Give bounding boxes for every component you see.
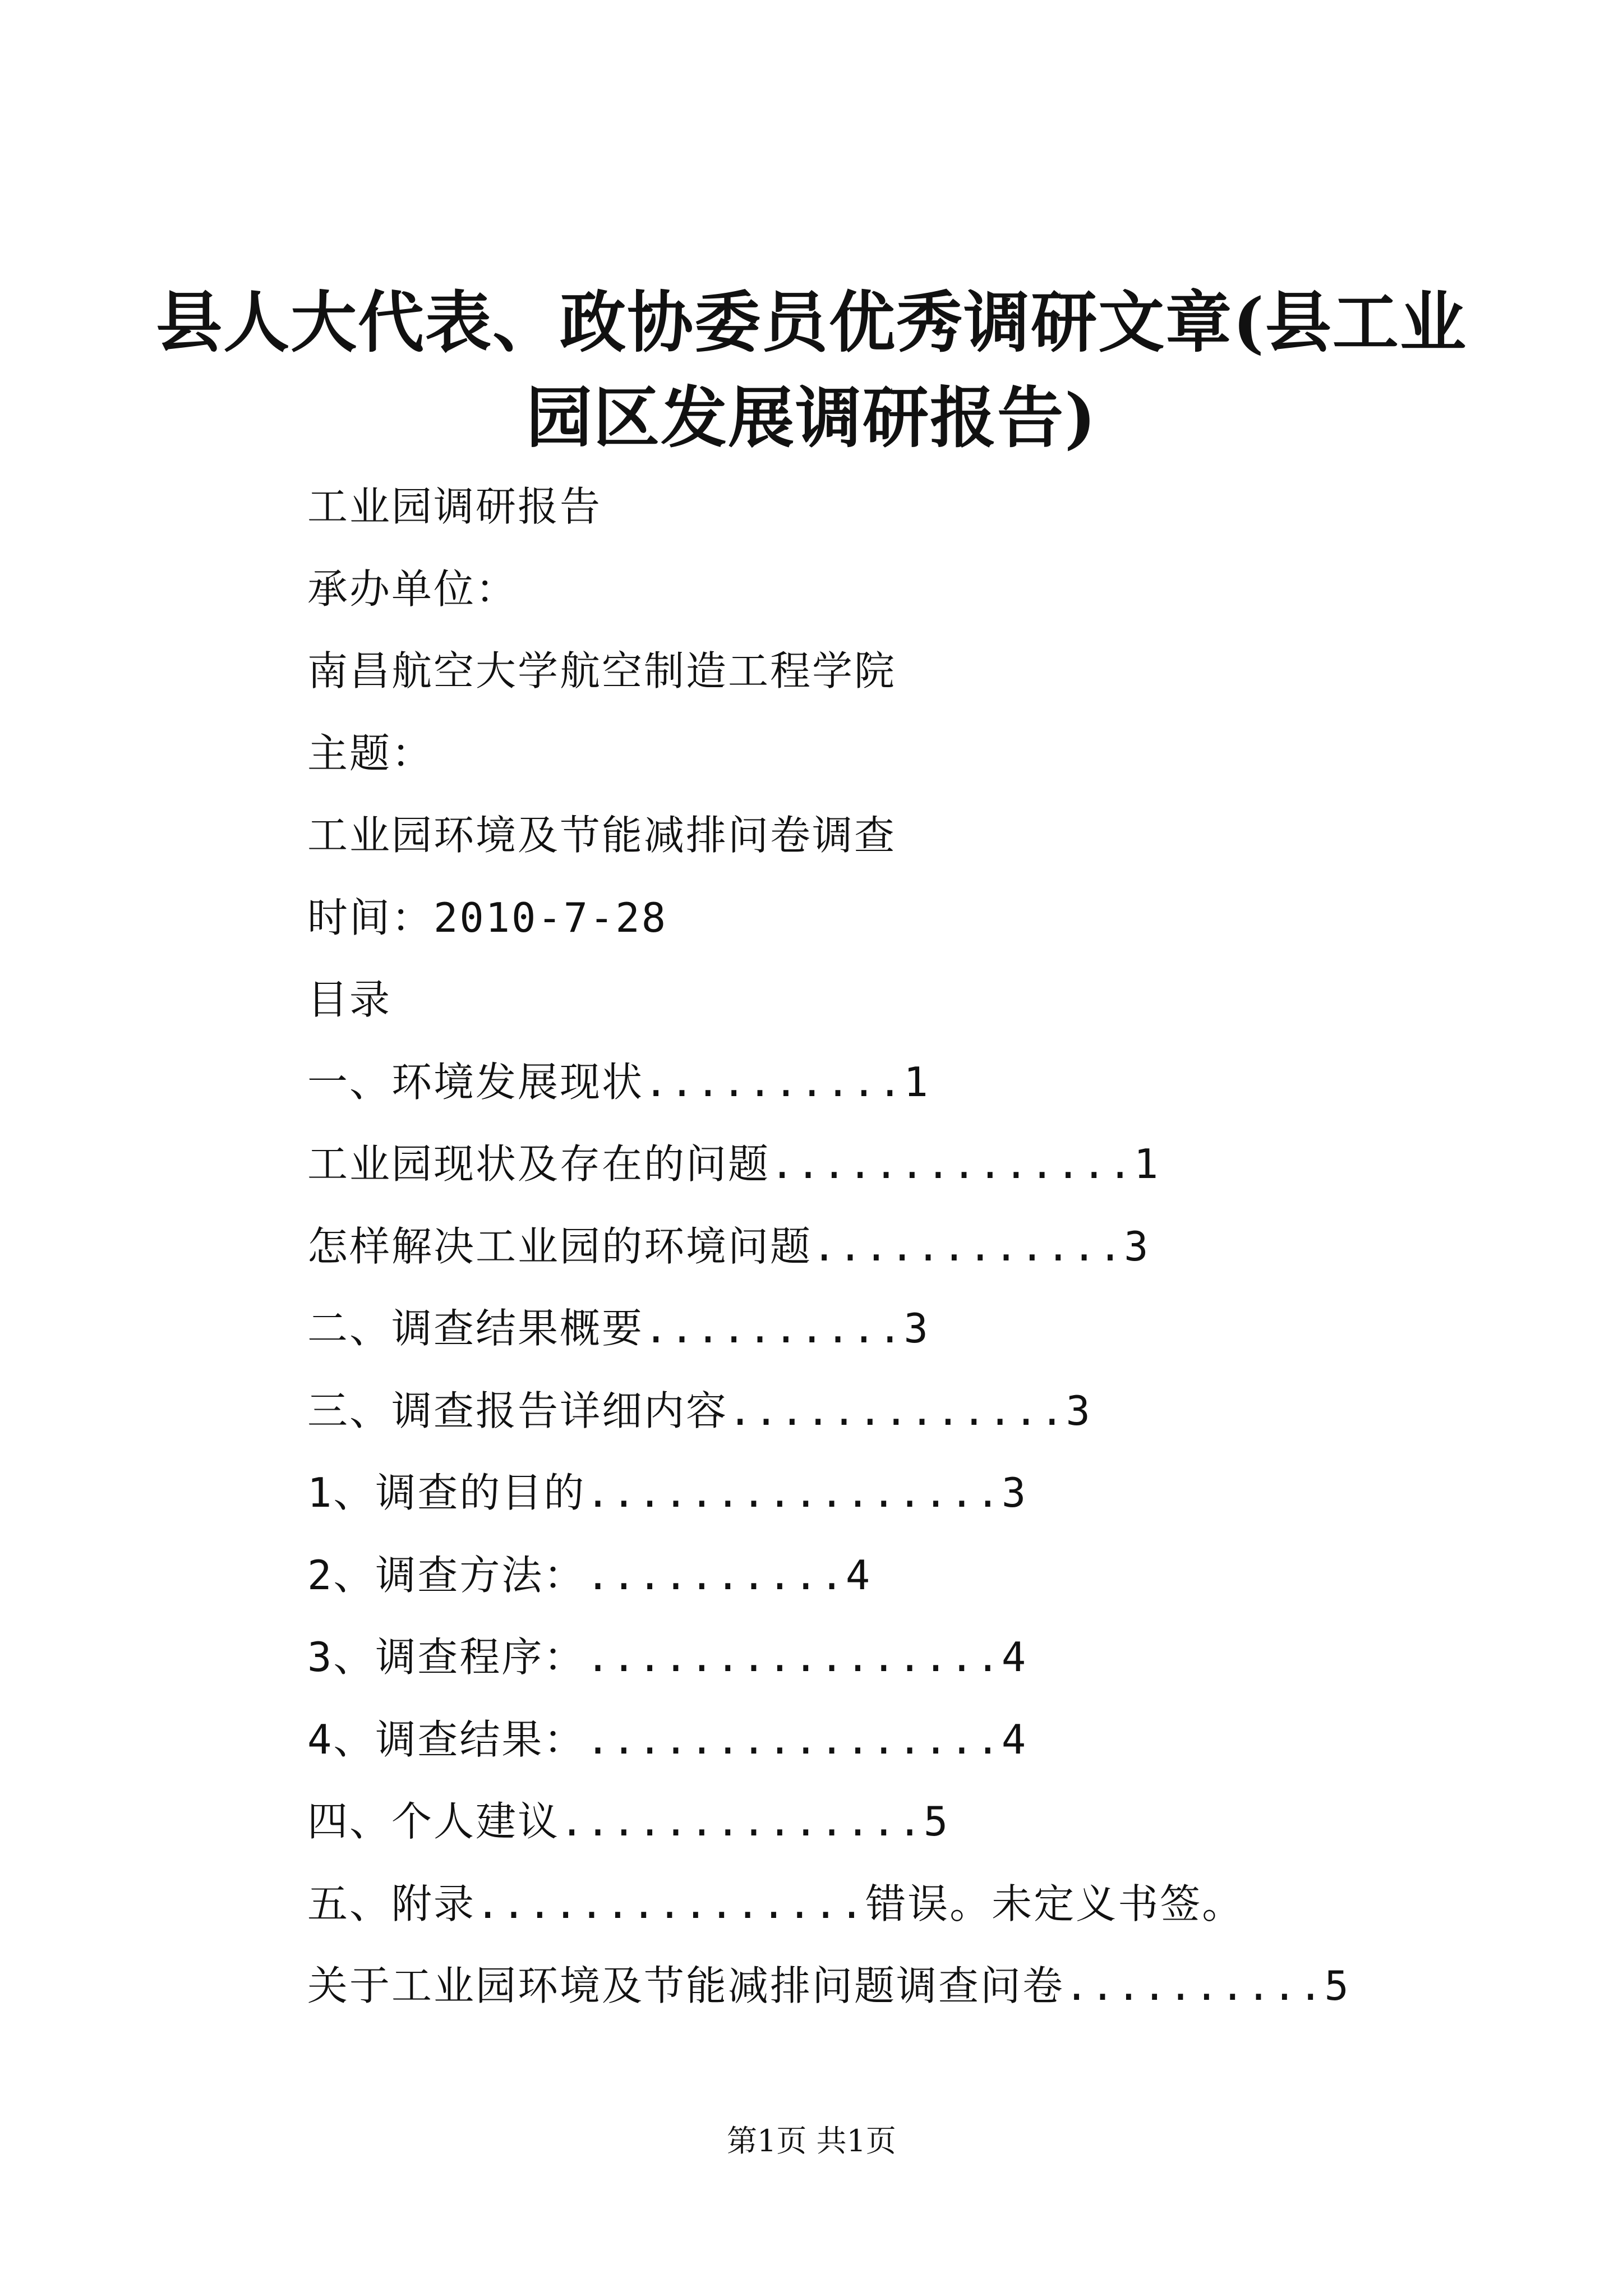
topic-label: 主题： <box>307 729 434 777</box>
toc-entry[interactable]: 怎样解决工业园的环境问题............3 <box>307 1222 1150 1270</box>
toc-entry[interactable]: 一、环境发展现状..........1 <box>307 1058 930 1106</box>
toc-entry[interactable]: 工业园现状及存在的问题..............1 <box>307 1140 1160 1188</box>
toc-entry[interactable]: 关于工业园环境及节能减排问题调查问卷..........5 <box>307 1962 1350 2009</box>
page-footer: 第1页 共1页 <box>727 2123 896 2159</box>
title-line-2: 园区发展调研报告) <box>526 379 1097 457</box>
document-body <box>307 466 1541 2027</box>
organizer-label: 承办单位： <box>307 565 518 613</box>
toc-entry[interactable]: 4、调查结果：................4 <box>307 1715 1028 1763</box>
topic-value: 工业园环境及节能减排问卷调查 <box>307 812 897 859</box>
toc-heading: 目录 <box>307 976 392 1023</box>
organizer-value: 南昌航空大学航空制造工程学院 <box>307 647 897 694</box>
toc-entry[interactable]: 1、调查的目的................3 <box>307 1469 1028 1516</box>
toc-entry[interactable]: 二、调查结果概要..........3 <box>307 1305 930 1352</box>
document-title <box>0 275 1623 466</box>
subtitle: 工业园调研报告 <box>307 483 602 530</box>
toc-entry[interactable]: 2、调查方法：..........4 <box>307 1551 872 1599</box>
toc-entry[interactable]: 三、调查报告详细内容.............3 <box>307 1387 1092 1434</box>
toc-entry[interactable]: 五、附录...............错误。未定义书签。 <box>307 1880 1244 1927</box>
toc-entry[interactable]: 四、个人建议..............5 <box>307 1798 950 1845</box>
toc-entry[interactable]: 3、调查程序：................4 <box>307 1634 1028 1681</box>
date-line: 时间：2010-7-28 <box>307 894 668 941</box>
title-line-1: 县人大代表、政协委员优秀调研文章(县工业 <box>156 283 1467 361</box>
